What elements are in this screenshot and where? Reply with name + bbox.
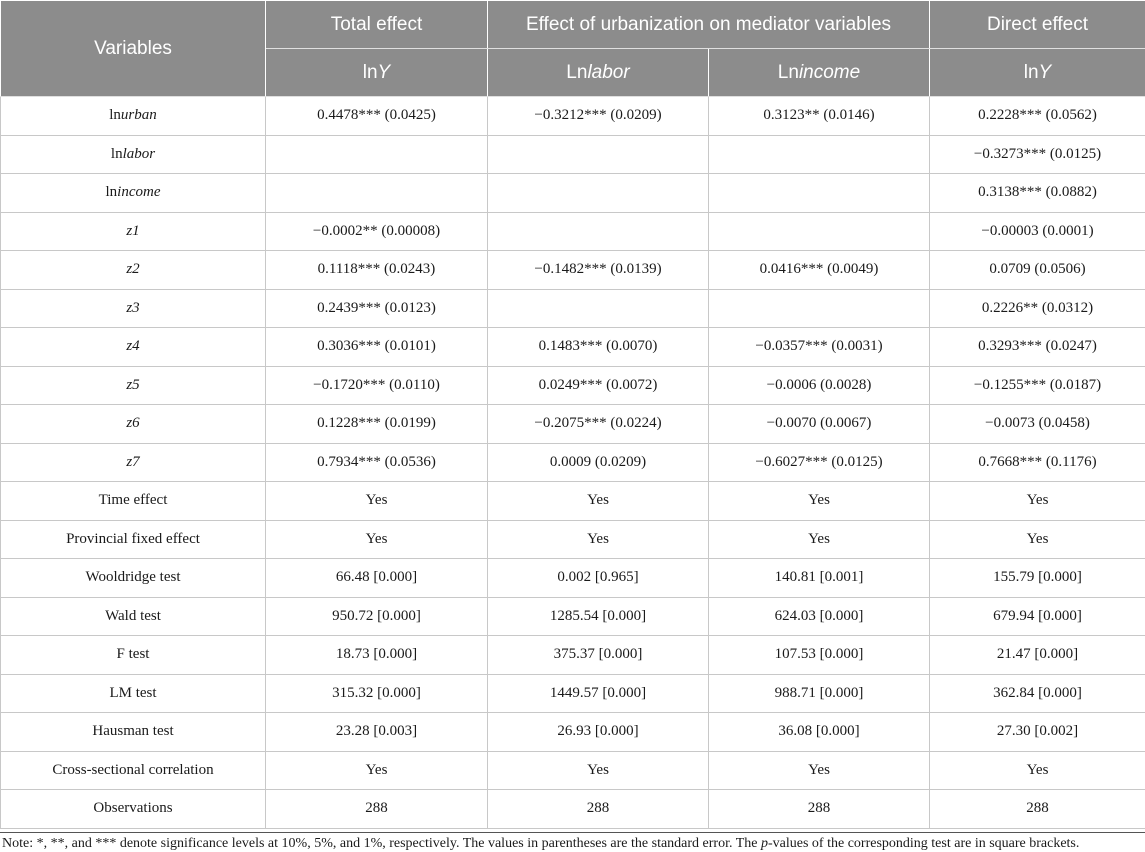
table-cell <box>488 212 709 251</box>
table-cell: 0.0709 (0.0506) <box>930 251 1145 290</box>
table-cell: 0.002 [0.965] <box>488 559 709 598</box>
row-label <box>1 251 266 290</box>
table-row <box>1 174 1145 213</box>
note-p-italic: p <box>761 836 768 851</box>
row-label-italic: z2 <box>126 261 140 278</box>
table-cell: −0.0073 (0.0458) <box>930 405 1145 444</box>
table-row <box>1 289 1145 328</box>
table-cell: 0.2228*** (0.0562) <box>930 97 1145 136</box>
note-text-2: -values of the corresponding test are in square brackets. <box>768 836 1080 851</box>
table-cell: −0.1255*** (0.0187) <box>930 366 1145 405</box>
table-cell: 155.79 [0.000] <box>930 559 1145 598</box>
row-label-prefix: Cross-sectional correlation <box>52 761 214 778</box>
row-label-prefix: Hausman test <box>92 723 174 740</box>
table-row <box>1 520 1145 559</box>
table-cell: 23.28 [0.003] <box>266 713 488 752</box>
table-cell: Yes <box>488 520 709 559</box>
row-label <box>1 135 266 174</box>
table-cell: 0.1228*** (0.0199) <box>266 405 488 444</box>
row-label <box>1 520 266 559</box>
row-label-italic: urban <box>120 107 157 124</box>
table-cell <box>488 135 709 174</box>
table-cell: 21.47 [0.000] <box>930 636 1145 675</box>
table-cell: 107.53 [0.000] <box>709 636 930 675</box>
row-label-italic: z6 <box>126 415 140 432</box>
table-cell: 0.1118*** (0.0243) <box>266 251 488 290</box>
row-label <box>1 97 266 136</box>
table-row <box>1 251 1145 290</box>
row-label <box>1 443 266 482</box>
row-label <box>1 559 266 598</box>
table-cell <box>266 135 488 174</box>
table-cell: Yes <box>266 751 488 790</box>
table-cell: 679.94 [0.000] <box>930 597 1145 636</box>
table-cell: 315.32 [0.000] <box>266 674 488 713</box>
table-cell <box>488 289 709 328</box>
table-row <box>1 751 1145 790</box>
header-mediator-effect: Effect of urbanization on mediator variables <box>488 1 930 49</box>
row-label <box>1 328 266 367</box>
table-cell: Yes <box>709 751 930 790</box>
table-cell: −0.0357*** (0.0031) <box>709 328 930 367</box>
table-cell: −0.3273*** (0.0125) <box>930 135 1145 174</box>
table-cell: 988.71 [0.000] <box>709 674 930 713</box>
header-variables: Variables <box>1 1 266 97</box>
table-cell: −0.3212*** (0.0209) <box>488 97 709 136</box>
table-cell: 0.3036*** (0.0101) <box>266 328 488 367</box>
table-cell: 375.37 [0.000] <box>488 636 709 675</box>
row-label-prefix: F test <box>116 646 150 663</box>
row-label-italic: labor <box>122 145 156 162</box>
table-cell: −0.00003 (0.0001) <box>930 212 1145 251</box>
row-label <box>1 212 266 251</box>
table-cell <box>266 174 488 213</box>
table-cell: 26.93 [0.000] <box>488 713 709 752</box>
table-cell: −0.0070 (0.0067) <box>709 405 930 444</box>
row-label <box>1 482 266 521</box>
table-cell: Yes <box>488 482 709 521</box>
table-row <box>1 597 1145 636</box>
row-label <box>1 405 266 444</box>
row-label <box>1 366 266 405</box>
subheader-3 <box>930 49 1145 97</box>
table-note <box>0 832 1145 852</box>
table-cell: −0.1482*** (0.0139) <box>488 251 709 290</box>
table-cell <box>709 174 930 213</box>
subheader-italic: income <box>798 61 861 83</box>
subheader-prefix: Ln <box>777 61 799 83</box>
row-label-prefix: Wald test <box>105 607 161 624</box>
table-cell: Yes <box>930 520 1145 559</box>
row-label <box>1 713 266 752</box>
row-label <box>1 289 266 328</box>
table-cell: −0.1720*** (0.0110) <box>266 366 488 405</box>
table-cell: 0.3138*** (0.0882) <box>930 174 1145 213</box>
row-label-prefix: ln <box>110 145 123 162</box>
table-cell <box>488 174 709 213</box>
row-label-prefix: ln <box>105 184 118 201</box>
header-total-effect: Total effect <box>266 1 488 49</box>
table-cell: Yes <box>709 482 930 521</box>
row-label-italic: z4 <box>126 338 140 355</box>
table-body <box>1 97 1145 829</box>
table-cell <box>709 289 930 328</box>
table-cell: 0.7934*** (0.0536) <box>266 443 488 482</box>
table-row <box>1 790 1145 829</box>
table-cell: 0.7668*** (0.1176) <box>930 443 1145 482</box>
row-label-italic: income <box>117 184 161 201</box>
table-row <box>1 713 1145 752</box>
row-label <box>1 751 266 790</box>
row-label-prefix: Time effect <box>98 492 168 509</box>
table-cell: 950.72 [0.000] <box>266 597 488 636</box>
subheader-2 <box>709 49 930 97</box>
table-cell: 1285.54 [0.000] <box>488 597 709 636</box>
table-row <box>1 443 1145 482</box>
note-text-1: Note: *, **, and *** denote significance levels at 10%, 5%, and 1%, respectively. The values in parentheses are the standard error. The <box>2 836 761 851</box>
table-cell: Yes <box>488 751 709 790</box>
table-cell: 18.73 [0.000] <box>266 636 488 675</box>
subheader-1 <box>488 49 709 97</box>
row-label-prefix: Observations <box>93 800 173 817</box>
table-cell: 27.30 [0.002] <box>930 713 1145 752</box>
table-cell: Yes <box>709 520 930 559</box>
table-row <box>1 674 1145 713</box>
row-label-prefix: Wooldridge test <box>85 569 181 586</box>
table-cell <box>709 212 930 251</box>
table-cell: 0.2226** (0.0312) <box>930 289 1145 328</box>
table-row <box>1 405 1145 444</box>
table-cell: −0.0002** (0.00008) <box>266 212 488 251</box>
table-cell: −0.6027*** (0.0125) <box>709 443 930 482</box>
subheader-prefix: ln <box>362 61 378 83</box>
table-cell: −0.2075*** (0.0224) <box>488 405 709 444</box>
subheader-italic: Y <box>1038 61 1052 83</box>
table-cell: 0.0416*** (0.0049) <box>709 251 930 290</box>
row-label <box>1 674 266 713</box>
table-row <box>1 636 1145 675</box>
table-cell: 66.48 [0.000] <box>266 559 488 598</box>
row-label <box>1 790 266 829</box>
table-cell: 288 <box>488 790 709 829</box>
table-row <box>1 559 1145 598</box>
row-label <box>1 636 266 675</box>
table-cell: Yes <box>930 482 1145 521</box>
table-cell: 0.1483*** (0.0070) <box>488 328 709 367</box>
row-label <box>1 597 266 636</box>
row-label-prefix: LM test <box>109 684 157 701</box>
subheader-prefix: Ln <box>566 61 588 83</box>
header-row-1 <box>1 1 1145 49</box>
table-row <box>1 366 1145 405</box>
row-label-italic: z7 <box>126 453 140 470</box>
table-row <box>1 135 1145 174</box>
subheader-italic: labor <box>587 61 630 83</box>
table-row <box>1 328 1145 367</box>
table-cell: Yes <box>266 520 488 559</box>
table-row <box>1 97 1145 136</box>
table-cell: 288 <box>266 790 488 829</box>
table-cell: 288 <box>709 790 930 829</box>
table-row <box>1 212 1145 251</box>
table-cell: 0.3123** (0.0146) <box>709 97 930 136</box>
table-cell: 36.08 [0.000] <box>709 713 930 752</box>
row-label-italic: z5 <box>126 376 140 393</box>
table-cell: Yes <box>266 482 488 521</box>
table-cell: −0.0006 (0.0028) <box>709 366 930 405</box>
subheader-prefix: ln <box>1023 61 1039 83</box>
table-cell: Yes <box>930 751 1145 790</box>
table-cell: 624.03 [0.000] <box>709 597 930 636</box>
table-cell <box>709 135 930 174</box>
table-cell: 362.84 [0.000] <box>930 674 1145 713</box>
table-cell: 0.3293*** (0.0247) <box>930 328 1145 367</box>
table-row <box>1 482 1145 521</box>
table-cell: 288 <box>930 790 1145 829</box>
table-cell: 0.4478*** (0.0425) <box>266 97 488 136</box>
row-label-prefix: Provincial fixed effect <box>66 530 200 547</box>
table-cell: 140.81 [0.001] <box>709 559 930 598</box>
table-cell: 1449.57 [0.000] <box>488 674 709 713</box>
row-label <box>1 174 266 213</box>
row-label-prefix: ln <box>109 107 121 124</box>
table-cell: 0.0009 (0.0209) <box>488 443 709 482</box>
row-label-italic: z1 <box>126 222 140 239</box>
subheader-0 <box>266 49 488 97</box>
subheader-italic: Y <box>377 61 391 83</box>
row-label-italic: z3 <box>126 299 140 316</box>
header-direct-effect: Direct effect <box>930 1 1145 49</box>
table-cell: 0.2439*** (0.0123) <box>266 289 488 328</box>
table-cell: 0.0249*** (0.0072) <box>488 366 709 405</box>
